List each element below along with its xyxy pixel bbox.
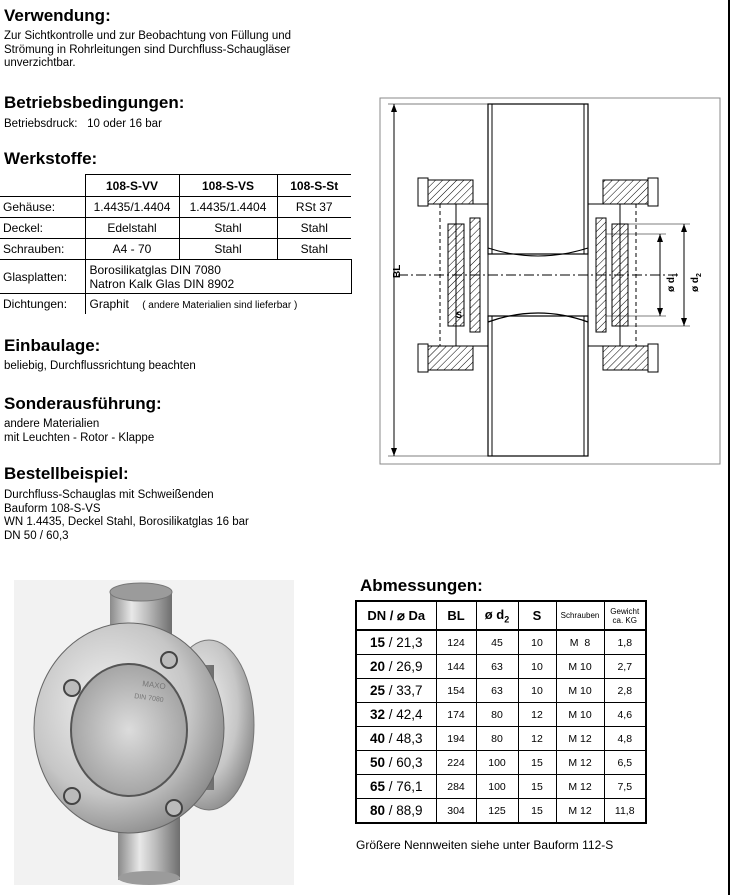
abmessungen-body [356, 630, 646, 823]
abm-da-value: 76,1 [396, 779, 423, 794]
abm-cell-d2: 63 [476, 655, 518, 679]
abm-cell-schrauben: M 12 [556, 727, 604, 751]
abm-header-d2-text: ø d [484, 606, 505, 622]
werkstoffe-dicht-cell [85, 294, 351, 315]
abm-dn-value: 40 [369, 731, 385, 746]
werkstoffe-cell: 1.4435/1.4404 [85, 197, 179, 218]
abmessungen-table [355, 600, 647, 824]
lower-flange-left [428, 346, 473, 370]
werkstoffe-cell: RSt 37 [277, 197, 351, 218]
abm-cell-d2: 80 [476, 703, 518, 727]
abm-cell-gewicht: 2,7 [604, 655, 646, 679]
abm-header-dn: DN / ⌀ Da [356, 601, 436, 630]
abm-cell-dn: 15 / 21,3 [356, 630, 436, 655]
verwendung-text [4, 30, 291, 71]
abm-da-value: 88,9 [396, 803, 423, 818]
abm-cell-d2: 80 [476, 727, 518, 751]
abm-cell-gewicht: 11,8 [604, 799, 646, 824]
abm-cell-s: 12 [518, 703, 556, 727]
table-row [356, 679, 646, 703]
werkstoffe-row [0, 218, 351, 239]
abm-da-value: 60,3 [396, 755, 423, 770]
werkstoffe-row-label: Dichtungen: [0, 294, 85, 315]
abm-dn-value: 80 [369, 803, 385, 818]
werkstoffe-table [0, 174, 352, 314]
d1-label: ø $d_1$ [666, 273, 679, 292]
abm-cell-s: 15 [518, 775, 556, 799]
abm-dn-value: 65 [369, 779, 385, 794]
werkstoffe-col-header: 108-S-VS [179, 175, 277, 197]
photo-engraving-1: MAXO [141, 679, 167, 692]
abmessungen-footnote: Größere Nennweiten siehe unter Bauform 112-S [356, 838, 614, 852]
abm-cell-bl: 194 [436, 727, 476, 751]
abm-header-d2-sub: 2 [504, 614, 510, 625]
abm-cell-dn: 80 / 88,9 [356, 799, 436, 824]
abm-cell-dn: 25 / 33,7 [356, 679, 436, 703]
abm-dn-value: 32 [369, 707, 385, 722]
abm-cell-bl: 124 [436, 630, 476, 655]
bl-label: BL [392, 264, 403, 278]
abm-cell-bl: 284 [436, 775, 476, 799]
abm-dn-value: 15 [369, 635, 385, 650]
werkstoffe-header-row [0, 175, 351, 197]
abm-dn-value: 25 [369, 683, 385, 698]
abm-header-schrauben: Schrauben [556, 601, 604, 630]
bestell-heading: Bestellbeispiel: [4, 464, 129, 483]
werkstoffe-glas-cell [85, 260, 351, 294]
abm-cell-s: 10 [518, 679, 556, 703]
werkstoffe-cell: Stahl [277, 239, 351, 260]
table-row [356, 751, 646, 775]
glas-line: Natron Kalk Glas DIN 8902 [89, 276, 235, 291]
verwendung-line: Zur Sichtkontrolle und zur Beobachtung von Füllung und [4, 30, 292, 42]
werkstoffe-heading: Werkstoffe: [4, 149, 98, 168]
upper-pipe [488, 104, 588, 254]
abm-header-gewicht-1: Gewicht [610, 606, 640, 616]
bestell-line: Bauform 108-S-VS [4, 502, 101, 515]
abm-cell-gewicht: 6,5 [604, 751, 646, 775]
photo-sight-glass [71, 664, 187, 796]
abm-header-d2 [476, 601, 518, 630]
abm-cell-d2: 125 [476, 799, 518, 824]
verwendung-heading: Verwendung: [4, 6, 111, 25]
abm-cell-gewicht: 7,5 [604, 775, 646, 799]
abm-cell-d2: 100 [476, 751, 518, 775]
bestell-line: WN 1.4435, Deckel Stahl, Borosilikatglas 16 bar [4, 516, 249, 528]
abm-cell-d2: 63 [476, 679, 518, 703]
abm-da-value: 26,9 [396, 659, 423, 674]
werkstoffe-row [0, 197, 351, 218]
page-right-border [728, 0, 730, 895]
abm-cell-gewicht: 4,6 [604, 703, 646, 727]
abm-dn-value: 50 [369, 755, 385, 770]
photo-bolt [161, 652, 177, 668]
abm-cell-s: 15 [518, 799, 556, 824]
abm-cell-gewicht: 2,8 [604, 679, 646, 703]
abm-header-gewicht-2: ca. KG [612, 615, 637, 625]
abm-cell-dn: 32 / 42,4 [356, 703, 436, 727]
werkstoffe-row-glas [0, 260, 351, 294]
betrieb-text: Betriebsdruck: 10 oder 16 bar [4, 118, 162, 130]
werkstoffe-header-blank [0, 175, 85, 197]
werkstoffe-cell: 1.4435/1.4404 [179, 197, 277, 218]
photo-pipe-bottom-opening [118, 871, 180, 885]
dicht-note: ( andere Materialien sind lieferbar ) [142, 300, 298, 311]
d2-label: ø $d_2$ [690, 273, 703, 292]
product-photo [14, 580, 294, 885]
upper-flange-left [428, 180, 473, 204]
abm-header-gewicht [604, 601, 646, 630]
abm-cell-s: 10 [518, 655, 556, 679]
werkstoffe-row-label: Gehäuse: [0, 197, 85, 218]
table-row [356, 703, 646, 727]
abm-cell-s: 10 [518, 630, 556, 655]
werkstoffe-cell: Stahl [179, 218, 277, 239]
photo-bolt [166, 800, 182, 816]
table-row [356, 799, 646, 824]
werkstoffe-cell: A4 - 70 [85, 239, 179, 260]
abm-cell-schrauben: M 12 [556, 775, 604, 799]
abmessungen-heading: Abmessungen: [360, 576, 483, 595]
abm-cell-d2: 100 [476, 775, 518, 799]
abm-cell-schrauben: M 12 [556, 799, 604, 824]
abm-cell-d2: 45 [476, 630, 518, 655]
bolt-head [648, 178, 658, 206]
werkstoffe-cell: Stahl [277, 218, 351, 239]
abm-da-value: 48,3 [396, 731, 423, 746]
werkstoffe-cell: Stahl [179, 239, 277, 260]
abm-cell-bl: 224 [436, 751, 476, 775]
table-row [356, 655, 646, 679]
abm-cell-schrauben: M 8 [556, 630, 604, 655]
werkstoffe-row-label: Glasplatten: [0, 260, 85, 294]
bolt-head [418, 178, 428, 206]
glas-line: Borosilikatglas DIN 7080 [89, 262, 221, 277]
abm-cell-schrauben: M 10 [556, 679, 604, 703]
abm-da-value: 42,4 [396, 707, 423, 722]
photo-pipe-top-opening [110, 583, 172, 601]
abm-cell-s: 15 [518, 751, 556, 775]
abmessungen-header-row [356, 601, 646, 630]
table-row [356, 775, 646, 799]
werkstoffe-row-label: Deckel: [0, 218, 85, 239]
abm-cell-schrauben: M 10 [556, 703, 604, 727]
upper-flange-right [603, 180, 648, 204]
bestell-line: Durchfluss-Schauglas mit Schweißenden [4, 489, 214, 501]
abm-cell-gewicht: 1,8 [604, 630, 646, 655]
sonder-line: andere Materialien [4, 418, 100, 430]
abm-cell-bl: 304 [436, 799, 476, 824]
bolt-head [418, 344, 428, 372]
abm-cell-schrauben: M 12 [556, 751, 604, 775]
abm-cell-bl: 154 [436, 679, 476, 703]
abm-cell-dn: 40 / 48,3 [356, 727, 436, 751]
verwendung-line: unverzichtbar. [4, 57, 76, 69]
abm-cell-dn: 65 / 76,1 [356, 775, 436, 799]
abm-cell-bl: 144 [436, 655, 476, 679]
photo-bolt [64, 788, 80, 804]
abm-cell-dn: 20 / 26,9 [356, 655, 436, 679]
abm-cell-schrauben: M 10 [556, 655, 604, 679]
table-row [356, 727, 646, 751]
werkstoffe-cell: Edelstahl [85, 218, 179, 239]
werkstoffe-col-header: 108-S-VV [85, 175, 179, 197]
sonder-line: mit Leuchten - Rotor - Klappe [4, 431, 155, 444]
einbau-heading: Einbaulage: [4, 336, 101, 355]
s-label: S [456, 310, 463, 320]
abm-cell-gewicht: 4,8 [604, 727, 646, 751]
sonder-text [4, 418, 154, 445]
bestell-text [4, 489, 249, 543]
betrieb-heading: Betriebsbedingungen: [4, 93, 185, 112]
bestell-line: DN 50 / 60,3 [4, 529, 69, 542]
verwendung-line: Strömung in Rohrleitungen sind Durchfluss-Schaugläser [4, 43, 291, 56]
table-row [356, 630, 646, 655]
sonder-heading: Sonderausführung: [4, 394, 162, 413]
abm-cell-s: 12 [518, 727, 556, 751]
photo-engraving-2: DIN 7080 [133, 693, 164, 705]
werkstoffe-row-label: Schrauben: [0, 239, 85, 260]
abm-header-s: S [518, 601, 556, 630]
werkstoffe-col-header: 108-S-St [277, 175, 351, 197]
dicht-text: Graphit [89, 297, 129, 311]
abm-dn-value: 20 [369, 659, 385, 674]
lower-pipe [488, 316, 588, 456]
abm-cell-dn: 50 / 60,3 [356, 751, 436, 775]
werkstoffe-row-dicht [0, 294, 351, 315]
photo-bolt [64, 680, 80, 696]
abm-header-bl: BL [436, 601, 476, 630]
werkstoffe-row [0, 239, 351, 260]
abm-cell-bl: 174 [436, 703, 476, 727]
technical-drawing [378, 96, 722, 466]
lower-flange-right [603, 346, 648, 370]
einbau-text: beliebig, Durchflussrichtung beachten [4, 360, 196, 372]
bolt-head [648, 344, 658, 372]
abm-da-value: 33,7 [396, 683, 423, 698]
abm-da-value: 21,3 [396, 635, 423, 650]
